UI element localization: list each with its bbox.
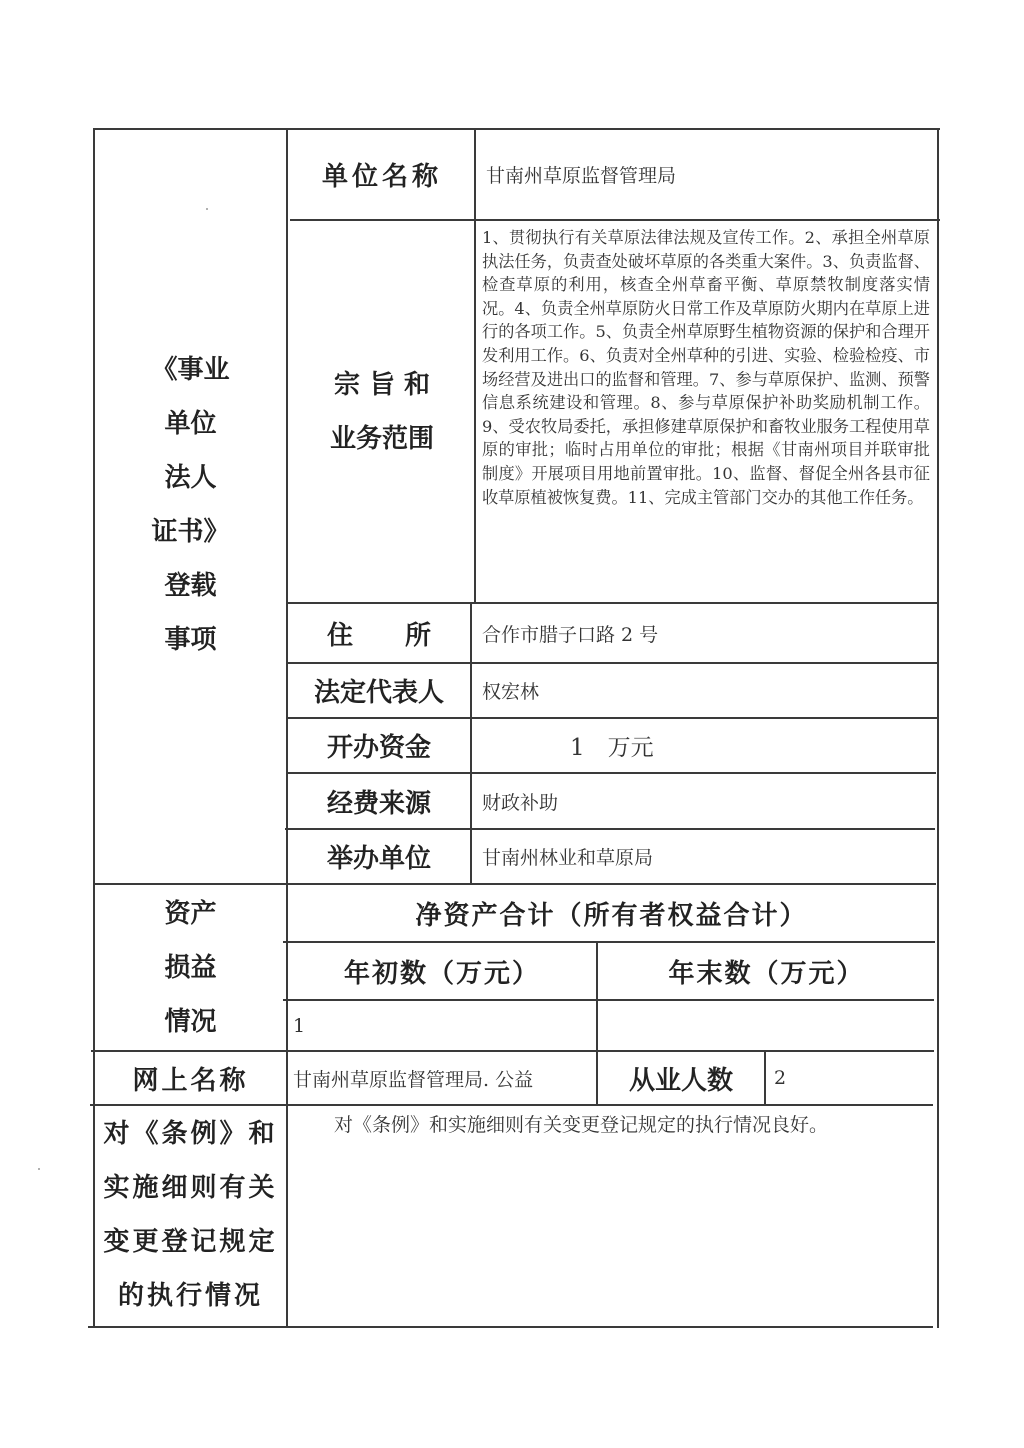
begin-year-value: 1 [293,1014,306,1037]
assets-line-1: 资产 [164,898,217,929]
compliance-line-2: 实施细则有关 [103,1173,278,1203]
section-line-1: 《事业 [151,355,230,385]
purpose-value [482,226,930,602]
address-value: 合作市腊子口路 2 号 [482,623,659,646]
assets-section-label [95,885,286,1050]
section-line-5: 登载 [164,571,217,601]
sponsor-value: 甘南州林业和草原局 [482,847,654,869]
col-line-staff [764,1050,766,1104]
assets-line-2: 损益 [164,952,217,983]
assets-line-3: 情况 [164,1006,217,1037]
unit-name-value: 甘南州草原监督管理局 [486,165,677,187]
purpose-label [290,221,474,602]
col-line-label-lower [470,602,472,883]
unit-name-label: 单位名称 [321,162,442,192]
section-line-6: 事项 [164,625,217,655]
capital-label: 开办资金 [326,733,431,763]
compliance-line-4: 的执行情况 [117,1281,263,1311]
online-name-label: 网上名称 [132,1065,249,1096]
legal-rep-value: 权宏林 [482,681,540,703]
begin-year-label: 年初数（万元） [343,958,540,989]
scan-speck [38,1168,40,1170]
capital-value: 1 万元 [570,735,654,761]
staff-count-label: 从业人数 [628,1065,733,1096]
legal-rep-label: 法定代表人 [313,678,444,708]
section-line-3: 法人 [164,463,217,493]
compliance-value: 对《条例》和实施细则有关变更登记规定的执行情况良好。 [334,1113,829,1136]
col-line-label-upper [474,128,476,602]
purpose-text: 1、贯彻执行有关草原法律法规及宣传工作。2、承担全州草原执法任务，负责查处破坏草原的各类重大案件。3、负责监督、检查草原的利用，核查全州草畜平衡、草原禁牧制度落实情况。4、负责全州草原防火日常工作及草原防火期内在草原上进行的各项工作。5、负责全州草原野生植物资源的保护和合理开发利用工作。6、负责对全州草种的引进、实验、检验检疫、市场经营及进出口的监督和管理。7、参与草原保护、监测、预警信息系统建设和管理。8、参与草原保护补助奖励机制工作。9、受农牧局委托，承担修建草原保护和畜牧业服务工程使用草原的审批；临时占用单位的审批；根据《甘南州项目并联审批制度》开展项目用地前置审批。10、监督、督促全州各县市征收草原植被恢复费。11、完成主管部门交办的其他工作任务。 [482,228,930,507]
registration-section-label [95,340,286,670]
scan-speck [206,208,208,210]
address-label: 住 所 [326,620,431,651]
compliance-line-1: 对《条例》和 [103,1119,278,1149]
section-line-4: 证书》 [151,517,230,547]
staff-count-value: 2 [774,1067,787,1089]
border-right [937,128,939,1328]
online-name-value: 甘南州草原监督管理局. 公益 [293,1068,534,1091]
border-bottom [88,1326,933,1328]
purpose-label-line-2: 业务范围 [329,423,434,454]
funding-label: 经费来源 [326,788,431,819]
compliance-line-3: 变更登记规定 [103,1227,278,1257]
net-assets-header: 净资产合计（所有者权益合计） [415,900,808,931]
end-year-value [606,1001,926,1050]
section-line-2: 单位 [164,409,217,439]
end-year-label: 年末数（万元） [668,958,865,989]
compliance-label [95,1104,286,1326]
purpose-label-line-1: 宗 旨 和 [333,369,431,400]
funding-value: 财政补助 [482,791,559,814]
sponsor-label: 举办单位 [326,844,431,874]
